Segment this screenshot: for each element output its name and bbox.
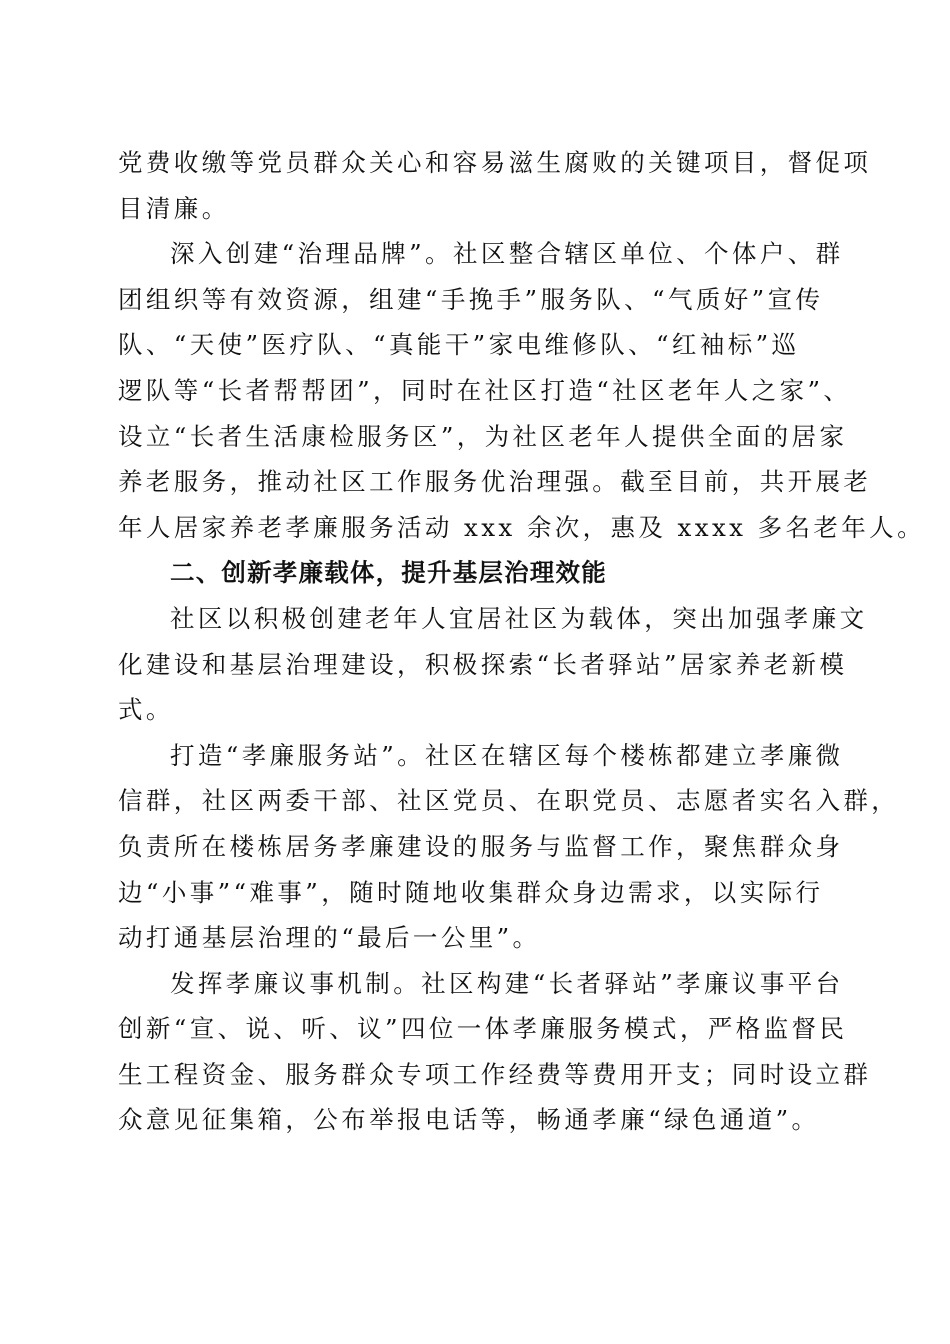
paragraph-start-line: 打造“孝廉服务站”。社区在辖区每个楼栋都建立孝廉微 (170, 740, 844, 770)
paragraph-line: 众意见征集箱，公布举报电话等，畅通孝廉“绿色通道”。 (118, 1105, 820, 1135)
section-heading: 二、创新孝廉载体，提升基层治理效能 (170, 558, 607, 588)
paragraph-line: 动打通基层治理的“最后一公里”。 (118, 923, 541, 953)
paragraph-line: 创新“宣、说、听、议”四位一体孝廉服务模式，严格监督民 (118, 1014, 848, 1044)
paragraph-line: 信群，社区两委干部、社区党员、在职党员、志愿者实名入群， (118, 786, 900, 816)
paragraph-start-line: 社区以积极创建老年人宜居社区为载体，突出加强孝廉文 (170, 603, 868, 633)
paragraph-line: 边“小事”“难事”，随时随地收集群众身边需求，以实际行 (118, 877, 824, 907)
paragraph-line: 队、“天使”医疗队、“真能干”家电维修队、“红袖标”巡 (118, 330, 800, 360)
paragraph-start-line: 发挥孝廉议事机制。社区构建“长者驿站”孝廉议事平台 (170, 968, 844, 998)
paragraph-line: 目清廉。 (118, 193, 230, 223)
paragraph-line: 党费收缴等党员群众关心和容易滋生腐败的关键项目，督促项 (118, 148, 872, 177)
paragraph-line: 团组织等有效资源，组建“手挽手”服务队、“气质好”宣传 (118, 284, 824, 314)
paragraph-line: 设立“长者生活康检服务区”，为社区老年人提供全面的居家 (118, 421, 848, 451)
document-body (118, 140, 925, 1143)
paragraph-line: 式。 (118, 695, 174, 725)
paragraph-line: 逻队等“长者帮帮团”，同时在社区打造“社区老年人之家”、 (118, 375, 852, 405)
paragraph-line: 化建设和基层治理建设，积极探索“长者驿站”居家养老新模 (118, 649, 848, 679)
paragraph-start-line: 深入创建“治理品牌”。社区整合辖区单位、个体户、群 (170, 239, 844, 269)
paragraph-line: 负责所在楼栋居务孝廉建设的服务与监督工作，聚焦群众身 (118, 831, 844, 861)
paragraph-line: 年人居家养老孝廉服务活动 xxx 余次，惠及 xxxx 多名老年人。 (118, 512, 925, 542)
paragraph-line: 养老服务，推动社区工作服务优治理强。截至目前，共开展老 (118, 467, 872, 497)
paragraph-line: 生工程资金、服务群众专项工作经费等费用开支；同时设立群 (118, 1059, 872, 1089)
